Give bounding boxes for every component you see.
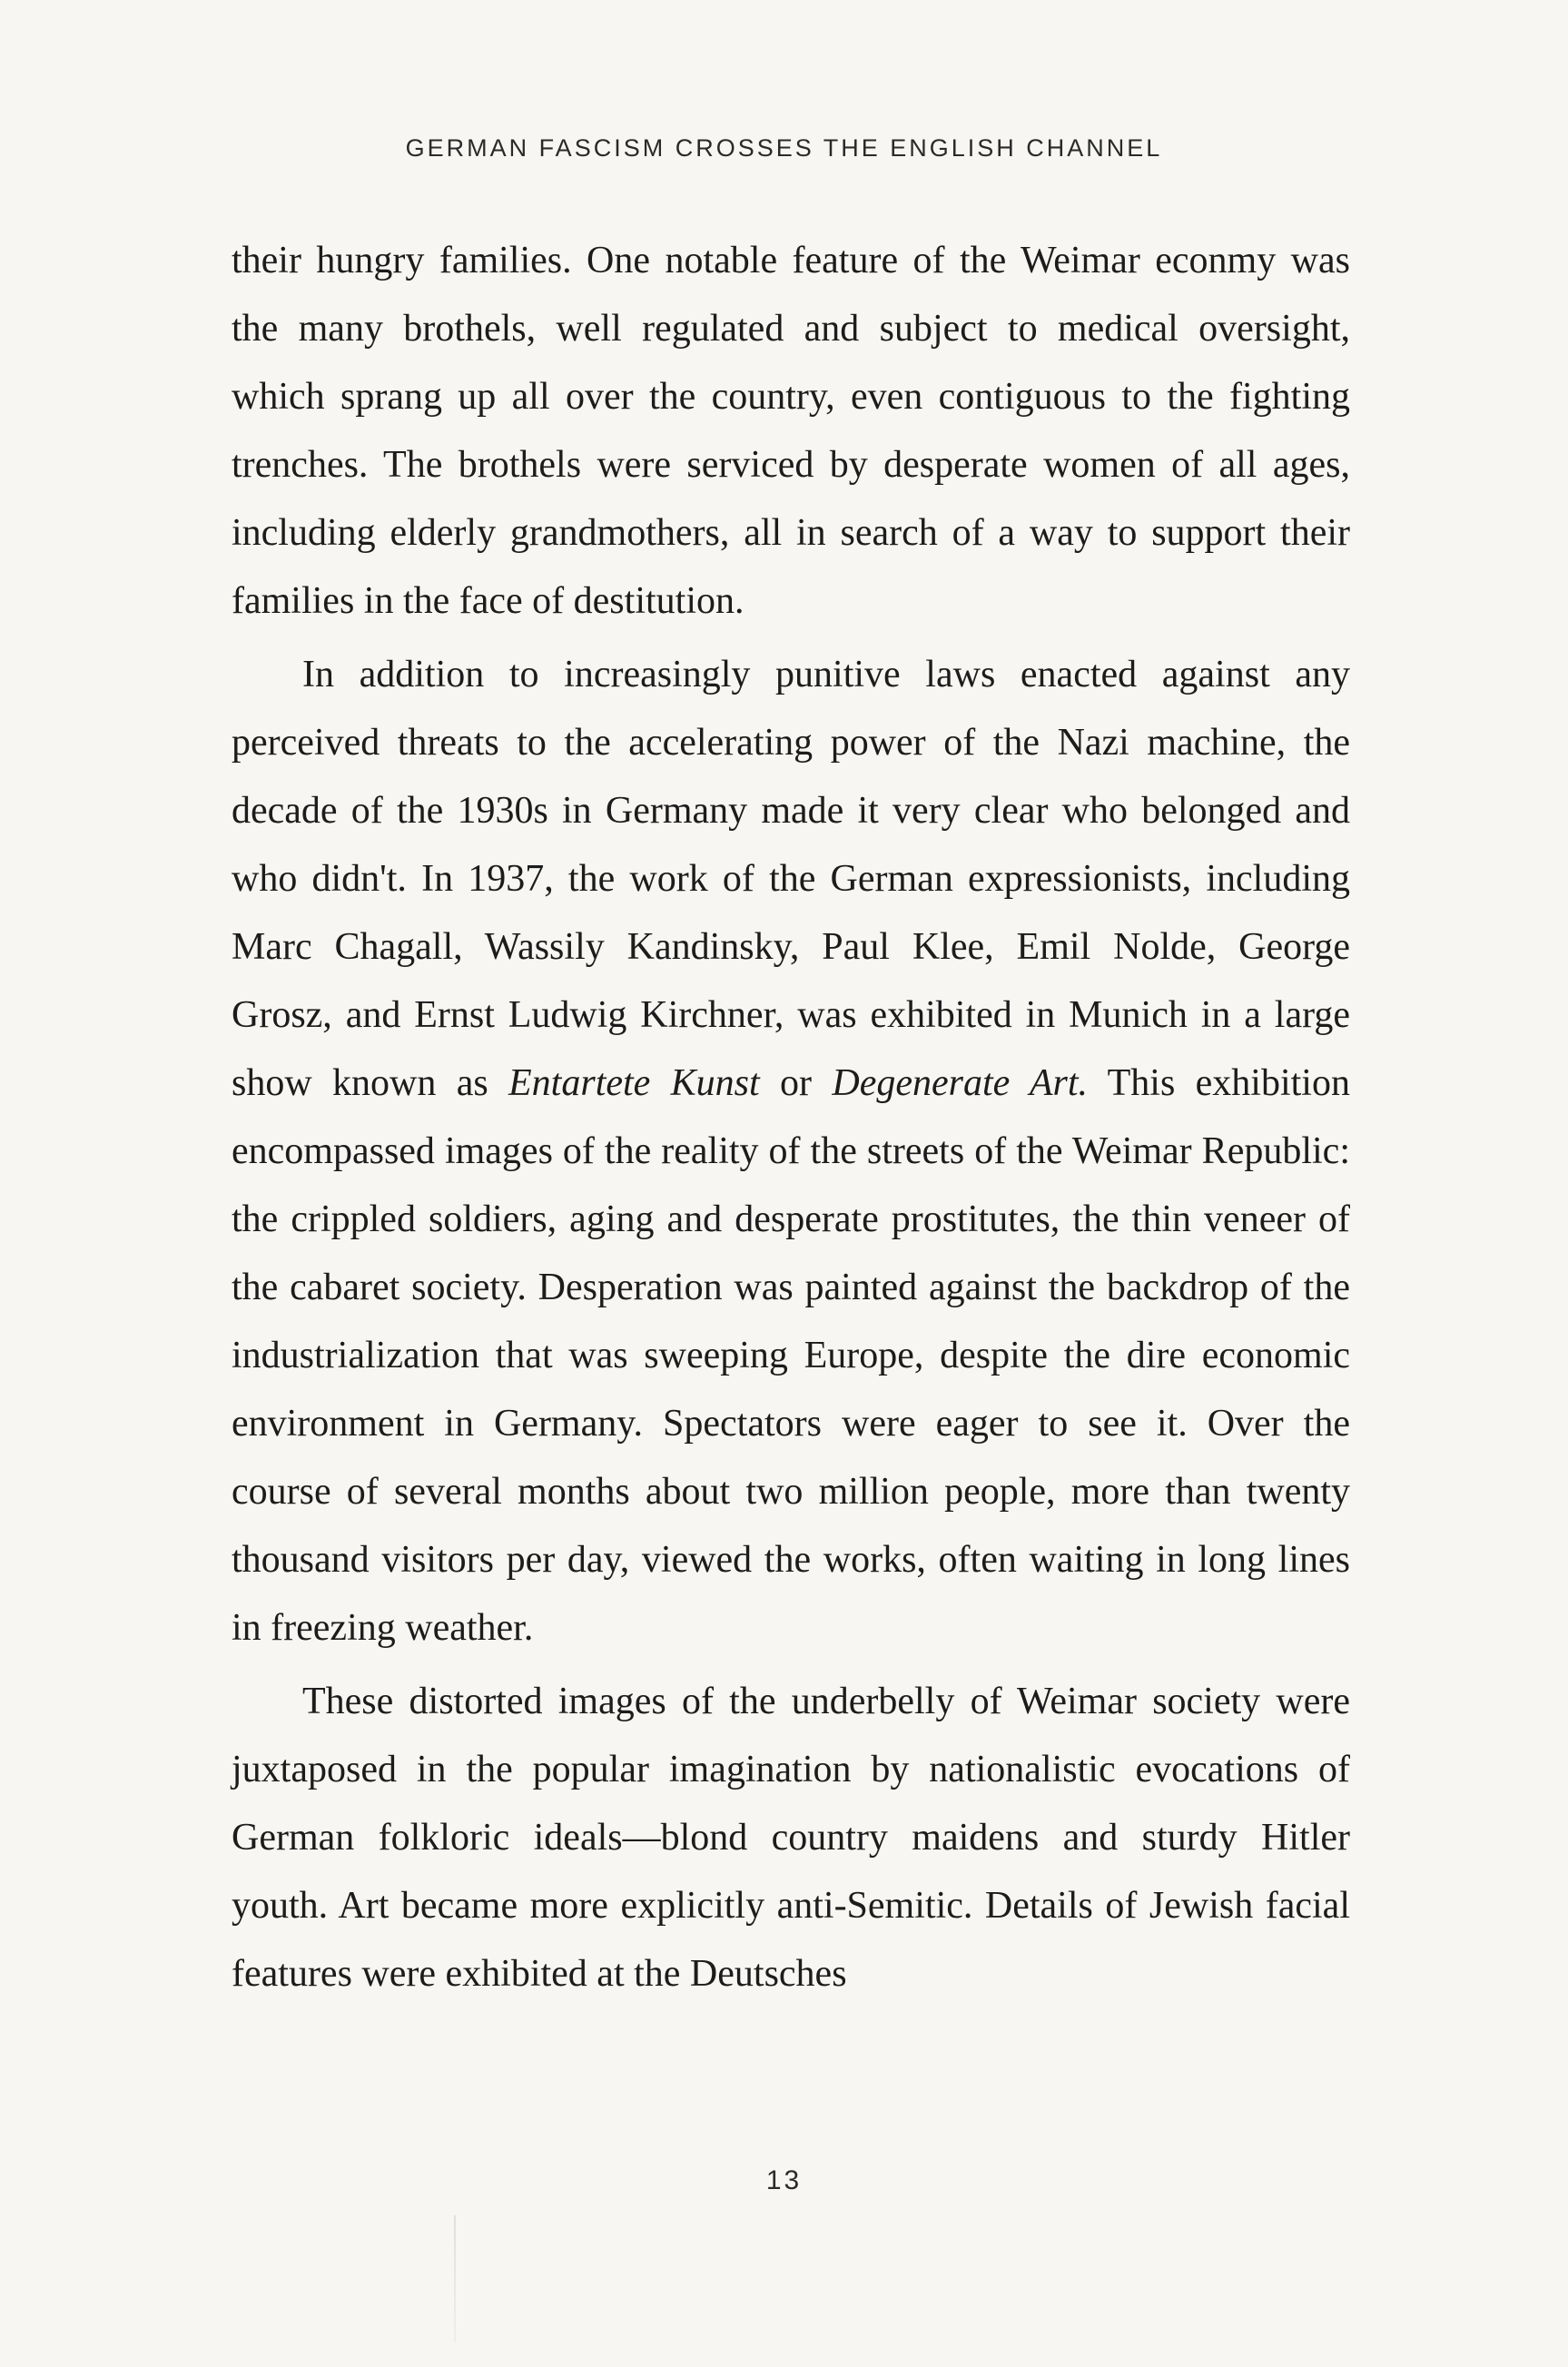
running-head: GERMAN FASCISM CROSSES THE ENGLISH CHANNEL	[405, 134, 1163, 162]
paragraph-2	[232, 641, 1350, 1662]
paragraph-2-text-b: or	[759, 1062, 833, 1104]
paragraph-3: These distorted images of the underbelly of Weimar society were juxtaposed in the popular imagination by nationalistic evocations of German folkloric ideals—blond country maidens and sturdy Hitler youth. Art became more explicitly anti-Semitic. Details of Jewish facial features were exhibited at the Deutsches	[232, 1681, 1350, 1995]
italic-degenerate-art: Degenerate Art.	[832, 1062, 1089, 1104]
page-number: 13	[765, 2165, 803, 2195]
paper-crease	[454, 2215, 456, 2342]
body-text	[232, 227, 1350, 2008]
paragraph-1: their hungry families. One notable feature of the Weimar econmy was the many brothels, well regulated and subject to medical oversight, which sprang up all over the country, even contiguous to the fighting trenches. The brothels were serviced by desperate women of all ages, including elderly grandmothers, all in search of a way to support their families in the face of destitution.	[232, 240, 1350, 622]
paragraph-2-text-a: In addition to increasingly punitive laws enacted against any perceived threats to the accelerating power of the Nazi machine, the decade of the 1930s in Germany made it very clear who belonged and who didn't. In 1937, the work of the German expressionists, including Marc Chagall, Wassily Kandinsky, Paul Klee, Emil Nolde, George Grosz, and Ernst Ludwig Kirchner, was exhibited in Munich in a large show known as	[232, 654, 1350, 1104]
paragraph-2-text-c: This exhibition encompassed images of the reality of the streets of the Weimar Republic: the crippled soldiers, aging and desperate prostitutes, the thin veneer of the cabaret society. Desperation was painted against the backdrop of the industrialization that was sweeping Europe, despite the dire economic environment in Germany. Spectators were eager to see it. Over the course of several months about two million people, more than twenty thousand visitors per day, viewed the works, often waiting in long lines in freezing weather.	[232, 1062, 1350, 1649]
italic-entartete-kunst: Entartete Kunst	[508, 1062, 760, 1104]
